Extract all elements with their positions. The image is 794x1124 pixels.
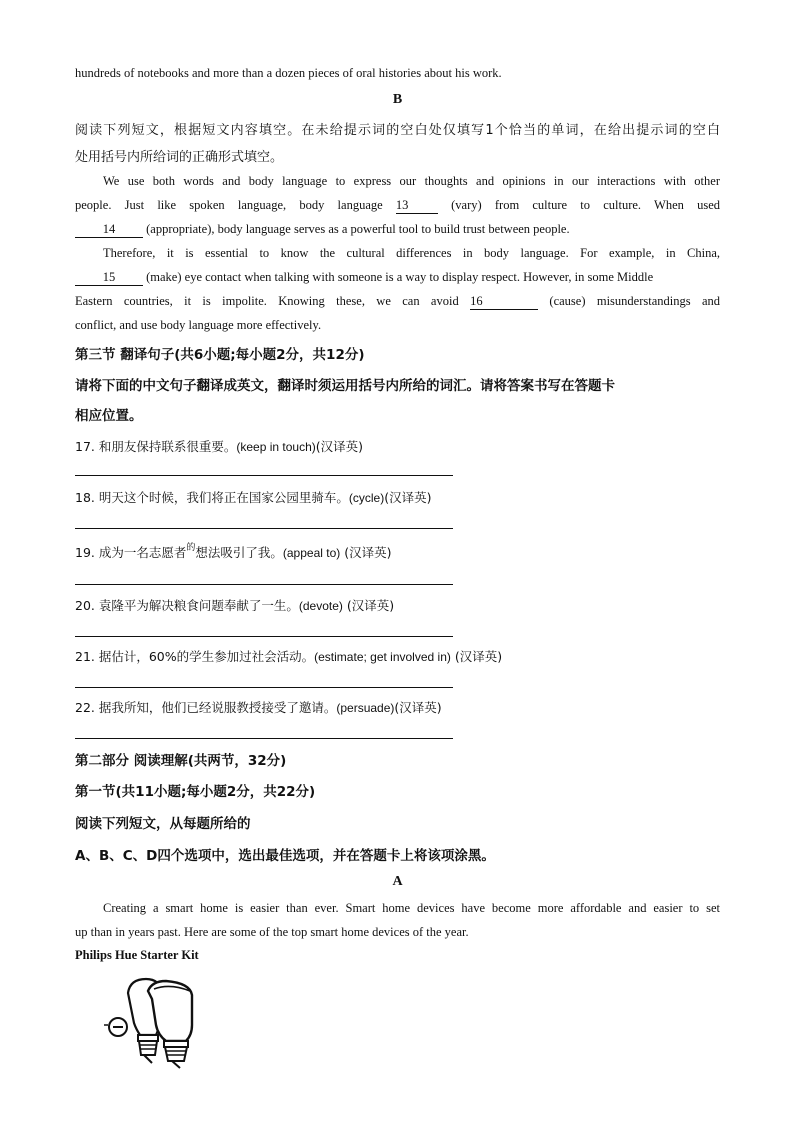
question-text-sup: 的	[186, 543, 196, 553]
question-22	[75, 698, 442, 716]
passage-b-p1-l3	[75, 222, 720, 238]
blank-15: 15	[75, 270, 143, 286]
question-tag: (汉译英)	[342, 598, 395, 613]
passage-a-l2: up than in years past. Here are some of the top smart home devices of the year.	[75, 925, 469, 939]
answer-line-22[interactable]	[75, 738, 453, 739]
part2-subheading: 第一节(共11小题;每小题2分，共22分)	[75, 784, 316, 800]
section-b-instruction-1: 阅读下列短文，根据短文内容填空。在未给提示词的空白处仅填写1个恰当的单词，在给出提示词的空白	[75, 123, 720, 138]
passage-b-p2-l1: Therefore, it is essential to know the cultural differences in body language. For example, in China,	[103, 246, 720, 260]
question-tag: (汉译英)	[450, 649, 503, 664]
question-text: 18. 明天这个时候，我们将正在国家公园里骑车。	[75, 490, 349, 505]
question-text: 20. 袁隆平为解决粮食问题奉献了一生。	[75, 598, 299, 613]
blank-14: 14	[75, 222, 143, 238]
section3-heading: 第三节 翻译句子(共6小题;每小题2分，共12分)	[75, 347, 365, 363]
passage-b-p2-l4: conflict, and use body language more effectively.	[75, 318, 322, 332]
text-segment: Eastern countries, it is impolite. Knowing these, we can avoid	[75, 294, 459, 308]
answer-line-17[interactable]	[75, 475, 453, 476]
passage-b-p1-l1: We use both words and body language to express our thoughts and opinions in our interactions with other	[103, 174, 720, 188]
blank-13: 13	[396, 198, 438, 214]
question-21	[75, 647, 502, 665]
section-b-heading: B	[392, 92, 403, 107]
question-20	[75, 596, 394, 614]
blank-16: 16	[470, 294, 538, 310]
question-17	[75, 437, 363, 455]
question-text: 想法吸引了我。	[195, 545, 283, 560]
section3-instruction-2: 相应位置。	[75, 408, 143, 424]
question-text: 17. 和朋友保持联系很重要。	[75, 439, 237, 454]
text-segment: (vary) from culture to culture. When used	[451, 198, 721, 212]
question-tag: (汉译英)	[394, 700, 442, 715]
text-segment: (cause) misunderstandings and	[549, 294, 721, 308]
passage-b-p2-l3	[75, 294, 720, 310]
product-title: Philips Hue Starter Kit	[75, 948, 199, 962]
question-text: 22. 据我所知，他们已经说服教授接受了邀请。	[75, 700, 337, 715]
question-tag: (汉译英)	[384, 490, 432, 505]
text-segment: (appropriate), body language serves as a powerful tool to build trust between people.	[146, 222, 570, 236]
section-b-instruction-2: 处用括号内所给词的正确形式填空。	[75, 150, 284, 165]
light-bulb-icon	[100, 975, 210, 1070]
question-tag: (汉译英)	[340, 545, 392, 560]
passage-b-p1-l2	[75, 198, 720, 214]
question-hint: (appeal to)	[282, 546, 341, 560]
question-hint: (devote)	[298, 599, 343, 613]
section3-instruction-1: 请将下面的中文句子翻译成英文，翻译时须运用括号内所给的词汇。请将答案书写在答题卡	[75, 378, 615, 394]
part2-heading: 第二部分 阅读理解(共两节，32分)	[75, 753, 287, 769]
question-19	[75, 543, 392, 561]
question-hint: (estimate; get involved in)	[314, 650, 451, 664]
answer-line-19[interactable]	[75, 584, 453, 585]
top-line: hundreds of notebooks and more than a dozen pieces of oral histories about his work.	[75, 66, 502, 80]
passage-a-heading: A	[392, 874, 403, 889]
question-tag: (汉译英)	[315, 439, 364, 454]
text-segment: people. Just like spoken language, body language	[75, 198, 383, 212]
text-segment: (make) eye contact when talking with someone is a way to display respect. However, in some Middle	[146, 270, 654, 284]
answer-line-20[interactable]	[75, 636, 453, 637]
passage-b-p2-l2	[75, 270, 720, 286]
passage-a-l1: Creating a smart home is easier than ever. Smart home devices have become more affordable and easier to set	[103, 901, 720, 915]
part2-instruction-1: 阅读下列短文，从每题所给的	[75, 816, 251, 832]
part2-instruction-2: A、B、C、D四个选项中，选出最佳选项，并在答题卡上将该项涂黑。	[75, 848, 495, 864]
question-18	[75, 488, 431, 506]
question-hint: (keep in touch)	[236, 440, 316, 454]
question-text: 21. 据估计，60%的学生参加过社会活动。	[75, 649, 315, 664]
answer-line-18[interactable]	[75, 528, 453, 529]
question-hint: (cycle)	[348, 491, 385, 505]
answer-line-21[interactable]	[75, 687, 453, 688]
question-text: 19. 成为一名志愿者	[75, 545, 187, 560]
question-hint: (persuade)	[336, 701, 395, 715]
